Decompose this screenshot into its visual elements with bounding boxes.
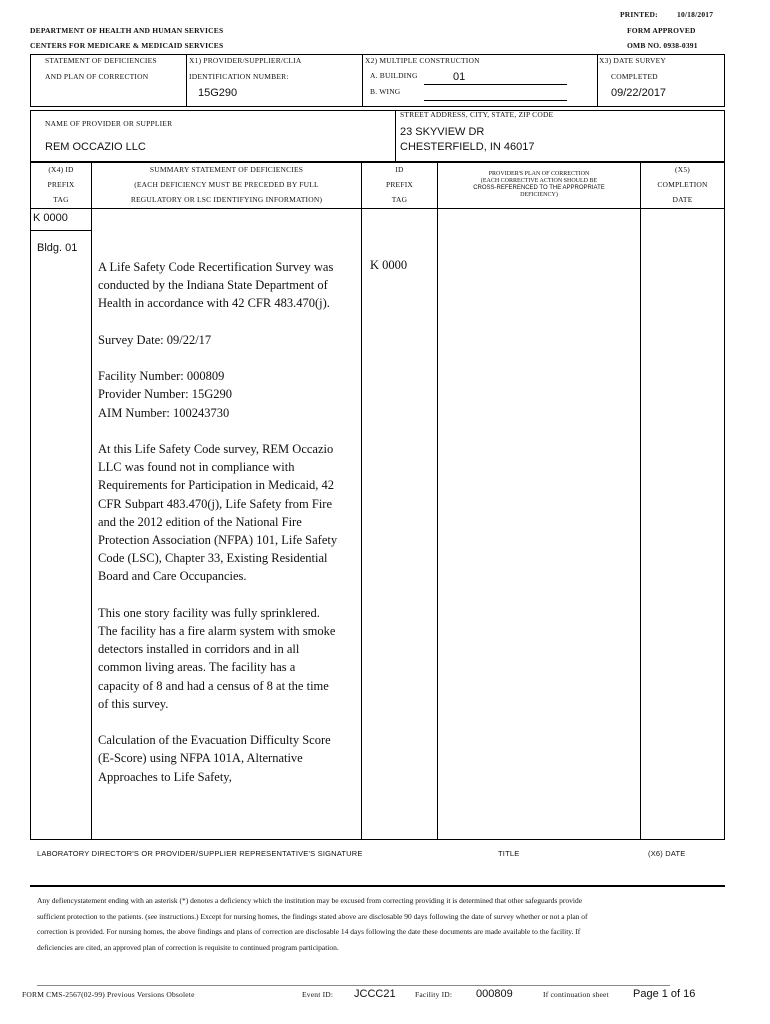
plan-header-1: PROVIDER'S PLAN OF CORRECTION xyxy=(488,171,590,177)
x4-header-2: PREFIX xyxy=(47,180,75,189)
omb-number: OMB NO. 0938-0391 xyxy=(627,41,698,50)
agency-line2: CENTERS FOR MEDICARE & MEDICAID SERVICES xyxy=(30,41,224,50)
tag-right: K 0000 xyxy=(370,258,408,272)
building-tag: Bldg. 01 xyxy=(37,242,78,254)
paragraph-escore: Calculation of the Evacuation Difficulty Score (E-Score) using NFPA 101A, Alternative Approaches to Life Safety, xyxy=(98,733,331,784)
paragraph-intro: A Life Safety Code Recertification Survey was conducted by the Indiana State Department of Health in accordance with 42 CFR 483.470(j). xyxy=(98,260,334,311)
provider-number: Provider Number: 15G290 xyxy=(98,387,233,402)
provider-id-value: 15G290 xyxy=(198,87,238,99)
paragraph-survey-date: Survey Date: 09/22/17 xyxy=(98,332,212,347)
event-id-label: Event ID: xyxy=(302,990,334,999)
title-label: TITLE xyxy=(498,849,520,858)
x1-label-2: IDENTIFICATION NUMBER: xyxy=(189,72,289,81)
printed-date: 10/18/2017 xyxy=(677,10,714,19)
plan-header-3: CROSS-REFERENCED TO THE APPROPRIATE xyxy=(473,185,605,191)
building-label: A. BUILDING xyxy=(370,71,418,80)
signature-label: LABORATORY DIRECTOR'S OR PROVIDER/SUPPLIER REPRESENTATIVE'S SIGNATURE xyxy=(37,849,363,858)
x3-label-2: COMPLETED xyxy=(611,72,658,81)
id-header-2: PREFIX xyxy=(385,180,414,189)
plan-header-4: DEFICIENCY) xyxy=(520,192,558,198)
provider-name: REM OCCAZIO LLC xyxy=(45,141,146,153)
summary-statement xyxy=(98,258,338,804)
x4-header-3: TAG xyxy=(53,195,69,204)
form-number: FORM CMS-2567(02-99) Previous Versions Obsolete xyxy=(22,990,195,999)
facility-id: 000809 xyxy=(476,988,513,1000)
facility-number: Facility Number: 000809 xyxy=(98,369,225,384)
x4-header-1: (X4) ID xyxy=(48,165,74,174)
survey-date-value: 09/22/2017 xyxy=(611,87,667,99)
form-approved: FORM APPROVED xyxy=(627,26,696,35)
x5-header-1: (X5) xyxy=(675,165,690,174)
statement-label-2: AND PLAN OF CORRECTION xyxy=(45,72,149,81)
summary-header-1: SUMMARY STATEMENT OF DEFICIENCIES xyxy=(149,165,304,174)
page-number: Page 1 of 16 xyxy=(633,988,696,1000)
x1-label-1: X1) PROVIDER/SUPPLIER/CLIA xyxy=(189,56,302,65)
provider-name-label: NAME OF PROVIDER OR SUPPLIER xyxy=(45,119,173,128)
paragraph-compliance: At this Life Safety Code survey, REM Occazio LLC was found not in compliance with Requirements for Participation in Medicaid, 42 CFR Subpart 483.470(j), Life Safety from Fire and the 2012 edition of the National Fire Protection Association (NFPA) 101, Life Safety Code (LSC), Chapter 33, Existing Residential Board and Care Occupancies. xyxy=(98,441,338,584)
statement-label-1: STATEMENT OF DEFICIENCIES xyxy=(45,56,157,65)
building-value: 01 xyxy=(453,71,466,83)
agency-line1: DEPARTMENT OF HEALTH AND HUMAN SERVICES xyxy=(30,26,224,35)
paragraph-facility: This one story facility was fully sprinklered. The facility has a fire alarm system with smoke detectors installed in corridors and in all common living areas. The facility has a capacity of 8 and had a census of 8 at the time of this survey. xyxy=(98,605,336,711)
continuation-label: If continuation sheet xyxy=(543,990,609,999)
x3-label-1: X3) DATE SURVEY xyxy=(599,56,666,65)
address-label: STREET ADDRESS, CITY, STATE, ZIP CODE xyxy=(400,110,554,119)
summary-header-2: (EACH DEFICIENCY MUST BE PRECEDED BY FULL xyxy=(134,180,319,189)
x2-label: X2) MULTIPLE CONSTRUCTION xyxy=(365,56,480,65)
event-id: JCCC21 xyxy=(354,988,396,1000)
printed-label: PRINTED: xyxy=(620,10,658,19)
aim-number: AIM Number: 100243730 xyxy=(98,405,230,420)
city-state-zip: CHESTERFIELD, IN 46017 xyxy=(400,141,535,153)
facility-id-label: Facility ID: xyxy=(415,990,453,999)
id-header-1: ID xyxy=(395,165,404,174)
street-address: 23 SKYVIEW DR xyxy=(400,126,485,138)
footnote: Any defiencystatement ending with an asterisk (*) denotes a deficiency which the institution may be excused from correcting providing it is determined that other safeguards provide sufficient protection to the patients. (see instructions.) Except for nursing homes, the findings stated above are disclosable 90 days following the date of survey whether or not a plan of correction is provided. For nursing homes, the above findings and plans of correction are disclosable 14 days following the date these documents are made available to the facility. If deficiencies are cited, an approved plan of correction is requisite to continued program participation. xyxy=(37,896,588,952)
wing-label: B. WING xyxy=(370,87,401,96)
x5-header-2: COMPLETION xyxy=(657,180,708,189)
date-label: (X6) DATE xyxy=(648,849,686,858)
x5-header-3: DATE xyxy=(672,195,693,204)
tag-left: K 0000 xyxy=(33,212,68,224)
id-header-3: TAG xyxy=(391,195,408,204)
plan-header-2: (EACH CORRECTIVE ACTION SHOULD BE xyxy=(480,178,598,184)
summary-header-3: REGULATORY OR LSC IDENTIFYING INFORMATION) xyxy=(130,195,323,204)
